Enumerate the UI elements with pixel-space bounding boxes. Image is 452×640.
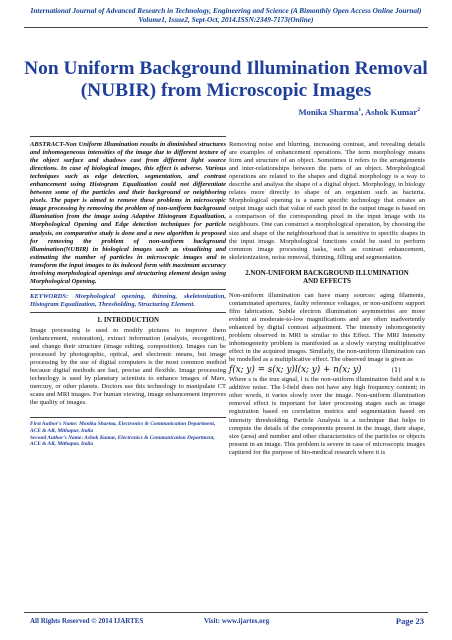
intro-heading: 1. INTRODUCTION	[96, 316, 160, 324]
abstract-bottom-rule	[30, 289, 226, 290]
author-2-sup: 2	[417, 107, 420, 114]
keywords: KEYWORDS: Morphological opening, thinning, skeletonization, Histogram Equalization, Thresholding, Structuring Element.	[30, 292, 226, 308]
author-1: Monika Sharma	[298, 107, 359, 117]
footnote-second-author: Second Author's Name: Ashok Kumar, Electronics & Communication Department, ACE & AR, Mithapur, India	[30, 434, 215, 448]
footer-visit-link[interactable]: Visit: www.ijartes.org	[204, 617, 270, 625]
footnote-rule	[30, 417, 226, 418]
section2-heading-line1: 2.NON-UNIFORM BACKGROUND ILLUMINATION	[245, 269, 409, 277]
footer-page-number: Page 23	[395, 616, 424, 626]
left-column	[30, 136, 226, 448]
paper-title: Non Uniform Background Illumination Removal (NUBIR) from Microscopic Images	[24, 58, 428, 101]
author-2: Ashok Kumar	[364, 107, 418, 117]
author-separator: ,	[361, 107, 365, 117]
journal-header: International Journal of Advanced Research in Technology, Engineering and Science (A Bimonthly Open Access Online Journal) Volume1, Issue2, Sept-Oct, 2014.ISSN:2349-7173(Online)	[30, 6, 422, 24]
keywords-rule	[30, 312, 226, 313]
footer-rule	[24, 612, 428, 613]
intro-text: Image processing is used to modify pictures to improve them (enhancement, restoration), extract information (analysis, recognition), and change their structure (image editing, composition). Images can be processed by photographic, optical, and electronic means, but image processing by the use of digital computers is the most common method because digital methods are fast, precise and flexible. Image processing technology is used by planetary scientists to enhance images of Mars, mercury, or other planets. Doctors use this technology to manipulate CT scans and MRI images. For human viewing, image enhancement improves the quality of images.	[30, 326, 226, 407]
right-paragraph-1: Removing noise and blurring, increasing contrast, and revealing details are examples of enhancement operations. The term morphology means form and structure of an object. Sometimes it refers to the arrangements and inter-relationships between the parts of an object. Morphological operations are related to the shapes and digital morphology is a way to describe and analyse the shape of a digital object. Morphology, in biology relates more directly to shape of an organism such as bacteria. Morphological opening is a name specific technology that creates an output image such that value of each pixel in the output image is based on a comparison of the corresponding pixel in the input image with its neighbours. One can construct a morphological operation, by choosing the size and shape of the neighbourhood that is sensitive to specific shapes in the input image. Morphological functions could be used to perform common image processing tasks, such as contrast enhancement, skeletonization, noise removal, thinning, filling and segmentation.	[229, 141, 425, 261]
author-1-sup: 1	[358, 107, 362, 114]
section2-paragraph-2: Where s is the true signal, l is the non-uniform illumination field and n is additive noise. The l-field does not have any high frequency content; in other words, it varies slowly over the image. Non-uniform illumination removal effect is important for later processing stages such as image registration based on correlation metrics and segmentation based on intensity thresholding. Particle Analysis is a technique that helps to compute the details of the components present in the image, their shape, size (area) and number and other characteristics of the particles or objects present in an image. This problem is severe in case of microscopic images captured for the purpose of bio-medical research where it is	[229, 376, 425, 456]
author-line	[24, 107, 420, 117]
footnote-first-author: First Author's Name: Monika Sharma, Electronics & Communication Department, ACE & AR, Mithapur, India	[30, 421, 216, 435]
equation-number: (1)	[391, 366, 401, 375]
section2-paragraph-1: Non-uniform illumination can have many sources: aging filaments, contaminated apertures, faulty reference voltages, or non-uniform support film fabrication. Subtle electron illumination asymmetries are more evident at moderate-to-low magnifications and are often inadvertently enhanced by digital contrast adjustment. The intensity inhomogeneity problem observed in MRI is similar to this Effect. The MRI Intensity inhomogeneity problem is manifested as a slowly varying multiplicative effect in the acquired images. Similarly, the non-uniform illumination can be modelled as a multiplicative effect. The observed image is given as	[229, 291, 425, 364]
footer-rights: All Rights Reserved © 2014 IJARTES	[30, 617, 144, 625]
section2-heading	[229, 270, 425, 286]
abstract: ABSTRACT-Non Uniform Illumination results in diminished structures and inhomogeneous intensities of the image due to different texture of the object surface and shadows cast from different light source directions. In case of biological images, this effect is adverse. Various techniques such as edge detection, segmentation, and contrast enhancement using Histogram Equalization could not differentiate between some of the particles and their background or neighboring pixels. The paper is aimed to remove these problems in microscopic image processing by removing the problem of non-uniform background illumination from the image using Adaptive Histogram Equalization, Morphological Opening and Edge detection techniques for particle analysis, on comparative study is done and a new algorithm is proposed for removing the problem of non-uniform background illumination(NUBIR) in biological images such as visualizing and estimating the number of particles in microscopic images and to transform the input images to its indexed form with maximum accuracy involving morphological openings and structuring element design using Morphological Opening.	[30, 141, 226, 285]
equation-1	[229, 366, 425, 374]
equation-body: f(x; y) = s(x; y)l(x; y) + n(x; y)	[229, 365, 362, 376]
header-rule	[24, 27, 428, 28]
right-column	[229, 136, 425, 457]
abstract-top-rule	[30, 136, 226, 137]
section2-heading-line2: AND EFFECTS	[303, 277, 351, 285]
